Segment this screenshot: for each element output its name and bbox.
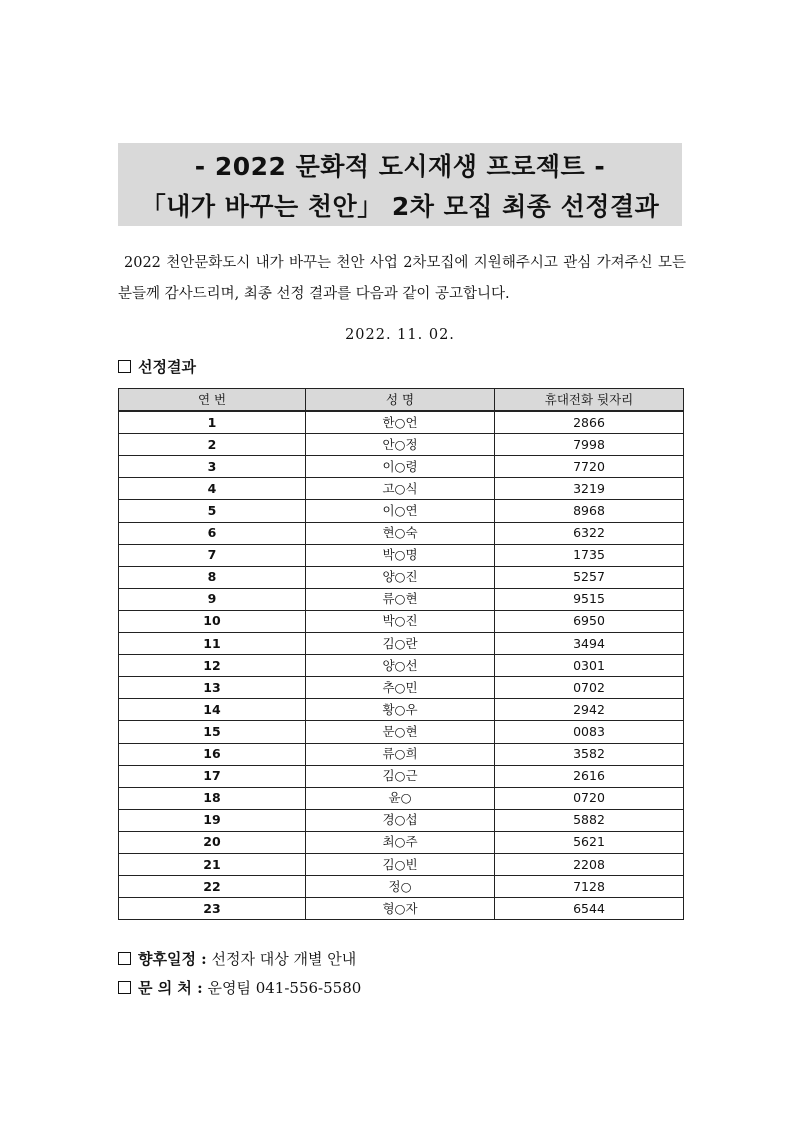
- header-name: 성 명: [306, 389, 495, 412]
- row-phone: 9515: [495, 588, 684, 610]
- row-phone: 7128: [495, 876, 684, 898]
- row-phone: 1735: [495, 544, 684, 566]
- row-phone: 0702: [495, 677, 684, 699]
- row-phone: 5882: [495, 809, 684, 831]
- row-name: 이○령: [306, 456, 495, 478]
- row-phone: 6544: [495, 898, 684, 920]
- results-table: [118, 388, 684, 920]
- table-row: [119, 655, 684, 677]
- table-header-row: [119, 389, 684, 412]
- row-name: 최○주: [306, 831, 495, 853]
- row-number: 11: [119, 633, 306, 655]
- row-number: 3: [119, 456, 306, 478]
- contact-value: 운영팀 041-556-5580: [207, 979, 362, 997]
- table-row: [119, 721, 684, 743]
- title-line-1: - 2022 문화적 도시재생 프로젝트 -: [194, 152, 606, 181]
- row-phone: 2942: [495, 699, 684, 721]
- row-phone: 7998: [495, 434, 684, 456]
- row-name: 김○란: [306, 633, 495, 655]
- table-row: [119, 522, 684, 544]
- schedule-value: 선정자 대상 개별 안내: [211, 950, 357, 968]
- table-row: [119, 876, 684, 898]
- table-body: [119, 411, 684, 920]
- table-row: [119, 411, 684, 434]
- row-number: 6: [119, 522, 306, 544]
- table-row: [119, 633, 684, 655]
- table-row: [119, 677, 684, 699]
- row-number: 4: [119, 478, 306, 500]
- row-phone: 5621: [495, 831, 684, 853]
- table-row: [119, 699, 684, 721]
- row-name: 박○명: [306, 544, 495, 566]
- row-name: 안○정: [306, 434, 495, 456]
- table-row: [119, 765, 684, 787]
- row-number: 16: [119, 743, 306, 765]
- row-name: 류○희: [306, 743, 495, 765]
- row-phone: 6322: [495, 522, 684, 544]
- row-number: 20: [119, 831, 306, 853]
- checkbox-square-icon: [118, 360, 131, 373]
- row-name: 김○근: [306, 765, 495, 787]
- row-name: 형○자: [306, 898, 495, 920]
- table-row: [119, 743, 684, 765]
- row-name: 양○선: [306, 655, 495, 677]
- row-name: 현○숙: [306, 522, 495, 544]
- row-number: 23: [119, 898, 306, 920]
- row-name: 정○: [306, 876, 495, 898]
- row-phone: 8968: [495, 500, 684, 522]
- table-row: [119, 566, 684, 588]
- row-number: 10: [119, 610, 306, 632]
- row-number: 17: [119, 765, 306, 787]
- row-phone: 3219: [495, 478, 684, 500]
- row-phone: 2208: [495, 853, 684, 875]
- row-name: 한○언: [306, 411, 495, 434]
- row-phone: 3582: [495, 743, 684, 765]
- row-number: 18: [119, 787, 306, 809]
- row-phone: 2866: [495, 411, 684, 434]
- header-number: 연 번: [119, 389, 306, 412]
- title-line-2: 「내가 바꾸는 천안」 2차 모집 최종 선정결과: [140, 192, 660, 221]
- row-name: 고○식: [306, 478, 495, 500]
- table-row: [119, 898, 684, 920]
- checkbox-square-icon: [118, 981, 131, 994]
- row-name: 추○민: [306, 677, 495, 699]
- contact-label: 문 의 처 :: [138, 979, 203, 997]
- row-number: 9: [119, 588, 306, 610]
- row-phone: 7720: [495, 456, 684, 478]
- table-row: [119, 610, 684, 632]
- row-number: 21: [119, 853, 306, 875]
- table-row: [119, 787, 684, 809]
- table-row: [119, 853, 684, 875]
- row-number: 5: [119, 500, 306, 522]
- row-phone: 0301: [495, 655, 684, 677]
- row-number: 1: [119, 411, 306, 434]
- table-row: [119, 500, 684, 522]
- row-phone: 2616: [495, 765, 684, 787]
- row-name: 윤○: [306, 787, 495, 809]
- table-row: [119, 588, 684, 610]
- row-number: 7: [119, 544, 306, 566]
- row-phone: 0083: [495, 721, 684, 743]
- row-phone: 5257: [495, 566, 684, 588]
- schedule-line: [118, 948, 356, 969]
- row-number: 14: [119, 699, 306, 721]
- row-name: 양○진: [306, 566, 495, 588]
- results-section-title: 선정결과: [138, 358, 196, 376]
- row-number: 2: [119, 434, 306, 456]
- announcement-date: 2022. 11. 02.: [345, 327, 455, 343]
- row-phone: 3494: [495, 633, 684, 655]
- intro-paragraph: 2022 천안문화도시 내가 바꾸는 천안 사업 2차모집에 지원해주시고 관심 가져주신 모든분들께 감사드리며, 최종 선정 결과를 다음과 같이 공고합니다.: [118, 255, 686, 302]
- row-name: 류○현: [306, 588, 495, 610]
- schedule-label: 향후일정 :: [138, 950, 207, 968]
- row-name: 황○우: [306, 699, 495, 721]
- results-section-heading: [118, 356, 196, 377]
- checkbox-square-icon: [118, 952, 131, 965]
- header-phone: 휴대전화 뒷자리: [495, 389, 684, 412]
- row-number: 15: [119, 721, 306, 743]
- row-phone: 6950: [495, 610, 684, 632]
- row-number: 19: [119, 809, 306, 831]
- row-phone: 0720: [495, 787, 684, 809]
- table-row: [119, 831, 684, 853]
- table-row: [119, 456, 684, 478]
- title-banner: [118, 143, 682, 226]
- table-row: [119, 478, 684, 500]
- row-name: 문○현: [306, 721, 495, 743]
- table-row: [119, 544, 684, 566]
- row-name: 김○빈: [306, 853, 495, 875]
- row-name: 박○진: [306, 610, 495, 632]
- row-name: 경○섭: [306, 809, 495, 831]
- row-number: 8: [119, 566, 306, 588]
- table-row: [119, 809, 684, 831]
- row-number: 22: [119, 876, 306, 898]
- row-number: 12: [119, 655, 306, 677]
- contact-line: [118, 977, 361, 998]
- row-name: 이○연: [306, 500, 495, 522]
- table-row: [119, 434, 684, 456]
- row-number: 13: [119, 677, 306, 699]
